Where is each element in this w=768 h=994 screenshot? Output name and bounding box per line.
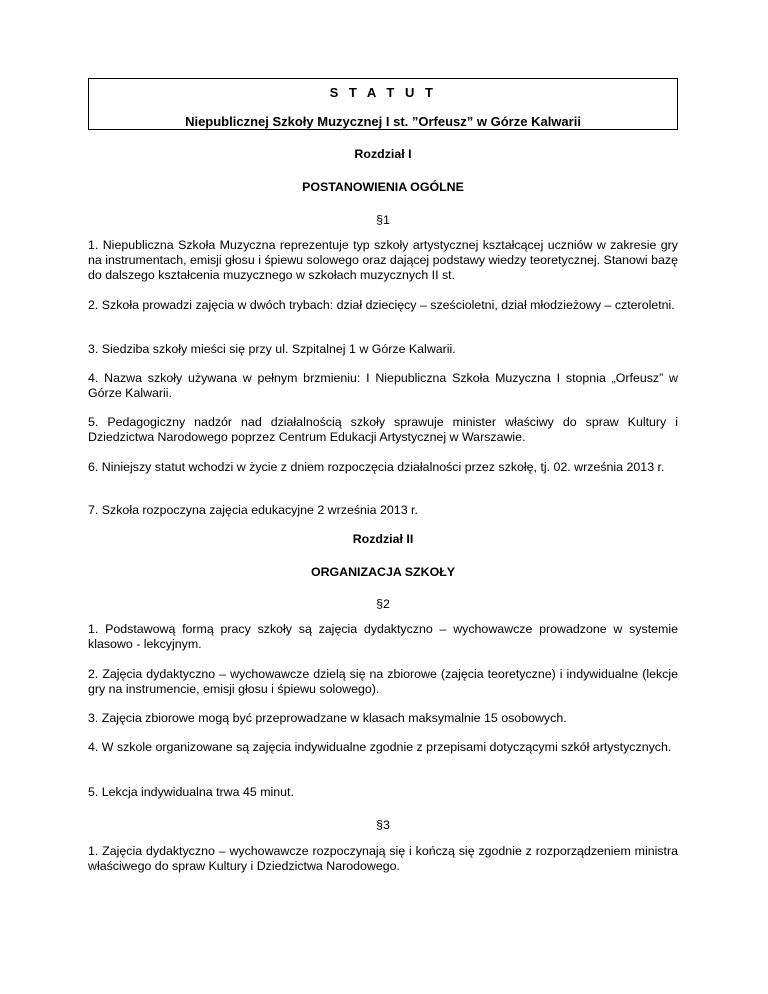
chapter-1-heading: POSTANOWIENIA OGÓLNE xyxy=(302,180,464,194)
paragraph-1-5: 5. Pedagogiczny nadzór nad działalnością szkoły sprawuje minister właściwy do spraw Kultury i Dziedzictwa Narodowego poprzez Centrum Edukacji Artystycznej w Warszawie. xyxy=(88,415,678,444)
paragraph-2-4: 4. W szkole organizowane są zajęcia indywidualne zgodnie z przepisami dotyczącymi szkół artystycznych. xyxy=(88,740,672,754)
paragraph-1-1: 1. Niepubliczna Szkoła Muzyczna reprezentuje typ szkoły artystycznej kształcącej uczniów w zakresie gry na instrumentach, emisji głosu i śpiewu solowego oraz dającej podstawy wiedzy teoretycznej. Stanowi bazę do dalszego kształcenia muzycznego w szkołach muzycznych II st. xyxy=(88,238,678,282)
paragraph-2-1: 1. Podstawową formą pracy szkoły są zajęcia dydaktyczno – wychowawcze prowadzone w systemie klasowo - lekcyjnym. xyxy=(88,622,678,651)
paragraph-1-7: 7. Szkoła rozpoczyna zajęcia edukacyjne 2 września 2013 r. xyxy=(88,503,418,517)
title-box xyxy=(88,78,678,130)
paragraph-1-2: 2. Szkoła prowadzi zajęcia w dwóch trybach: dział dziecięcy – sześcioletni, dział młodzieżowy – czteroletni. xyxy=(88,298,675,312)
paragraph-1-3: 3. Siedziba szkoły mieści się przy ul. Szpitalnej 1 w Górze Kalwarii. xyxy=(88,342,456,356)
chapter-1-label: Rozdział I xyxy=(354,147,412,161)
paragraph-2-5: 5. Lekcja indywidualna trwa 45 minut. xyxy=(88,785,294,799)
section-3-symbol: §3 xyxy=(376,818,390,832)
paragraph-3-1: 1. Zajęcia dydaktyczno – wychowawcze rozpoczynają się i kończą się zgodnie z rozporządzeniem ministra właściwego do spraw Kultury i Dziedzictwa Narodowego. xyxy=(88,844,678,873)
paragraph-2-2: 2. Zajęcia dydaktyczno – wychowawcze dzielą się na zbiorowe (zajęcia teoretyczne) i indywidualne (lekcje gry na instrumencie, emisji głosu i śpiewu solowego). xyxy=(88,667,678,696)
paragraph-1-6: 6. Niniejszy statut wchodzi w życie z dniem rozpoczęcia działalności przez szkołę, tj. 02. września 2013 r. xyxy=(88,460,665,474)
chapter-2-heading: ORGANIZACJA SZKOŁY xyxy=(310,565,456,579)
section-1-symbol: §1 xyxy=(376,213,390,227)
document-subtitle: Niepublicznej Szkoły Muzycznej I st. ”Orfeusz” w Górze Kalwarii xyxy=(185,114,581,129)
document-title: S T A T U T xyxy=(329,85,437,100)
paragraph-1-4: 4. Nazwa szkoły używana w pełnym brzmieniu: I Niepubliczna Szkoła Muzyczna I stopnia „Orfeusz” w Górze Kalwarii. xyxy=(88,371,678,400)
paragraph-2-3: 3. Zajęcia zbiorowe mogą być przeprowadzane w klasach maksymalnie 15 osobowych. xyxy=(88,711,567,725)
section-2-symbol: §2 xyxy=(376,597,390,611)
chapter-2-label: Rozdział II xyxy=(352,532,414,546)
